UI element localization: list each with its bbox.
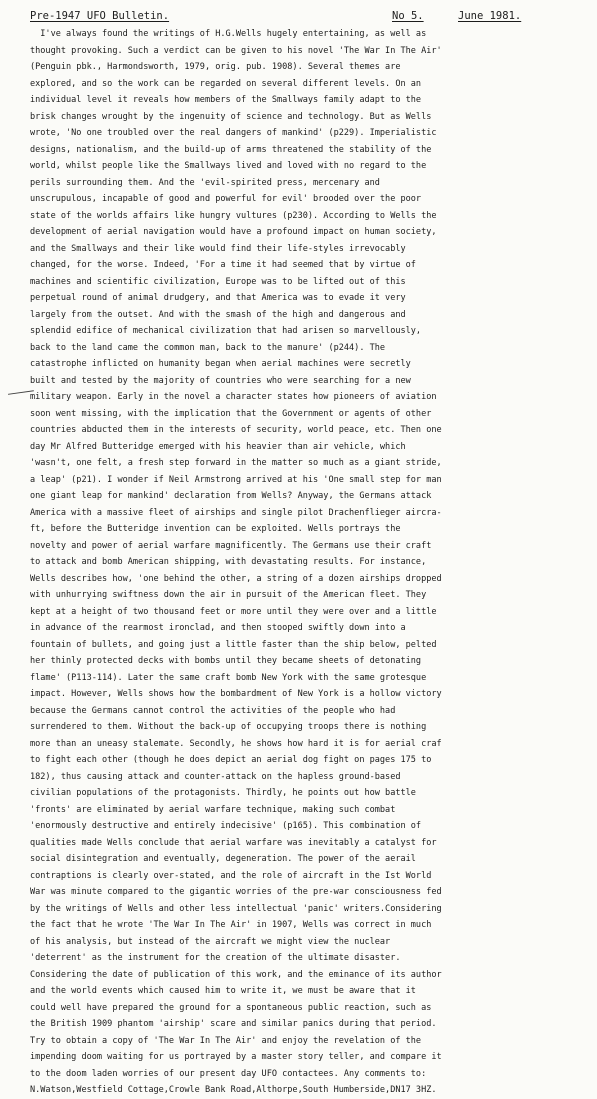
text-line: to fight each other (though he does depict an aerial dog fight on pages 175 to	[30, 755, 432, 765]
text-line: kept at a height of two thousand feet or more until they were over and a little	[30, 606, 437, 617]
text-line: unscrupulous, incapable of good and powerful for evil' brooded over the poor	[30, 194, 422, 204]
text-line: 'wasn't, one felt, a fresh step forward in the matter so much as a giant stride,	[30, 458, 442, 468]
text-line: built and tested by the majority of countries who were searching for a new	[30, 375, 411, 386]
text-line: fountain of bullets, and going just a little faster than the ship below, pelted	[30, 639, 437, 650]
text-line: the fact that he wrote 'The War In The Air' in 1907, Wells was correct in much	[30, 920, 432, 930]
text-line: state of the worlds affairs like hungry vultures (p230). According to Wells the	[30, 210, 437, 221]
text-line: (Penguin pbk., Harmondsworth, 1979, orig. pub. 1908). Several themes are	[30, 62, 401, 72]
text-line: Considering the date of publication of this work, and the eminance of its author	[30, 969, 442, 980]
text-line: impending doom waiting for us portrayed by a master story teller, and compare it	[30, 1052, 442, 1062]
text-line: contraptions is clearly over-stated, and the role of aircraft in the Ist World	[30, 870, 432, 881]
text-line: 'fronts' are eliminated by aerial warfare technique, making such combat	[30, 804, 396, 815]
text-line: novelty and power of aerial warfare magnificently. The Germans use their craft	[30, 540, 432, 551]
text-line: designs, nationalism, and the build-up of arms threatened the stability of the	[30, 144, 432, 155]
text-line: wrote, 'No one troubled over the real dangers of mankind' (p229). Imperialistic	[30, 128, 437, 138]
text-line: by the writings of Wells and other less intellectual 'panic' writers.Considering	[30, 903, 442, 914]
text-line: and the world events which caused him to write it, we must be aware that it	[30, 986, 416, 996]
text-line: flame' (P113-114). Later the same craft bomb New York with the same grotesque	[30, 672, 427, 683]
text-line: War was minute compared to the gigantic worries of the pre-war consciousness fed	[30, 887, 442, 897]
text-line: Try to obtain a copy of 'The War In The Air' and enjoy the revelation of the	[30, 1035, 422, 1046]
text-line: to the doom laden worries of our present day UFO contactees. Any comments to:	[30, 1068, 427, 1079]
text-line: perils surrounding them. And the 'evil-spirited press, mercenary and	[30, 177, 380, 188]
text-line: more than an uneasy stalemate. Secondly, he shows how hard it is for aerial craf	[30, 738, 442, 749]
text-line: in advance of the rearmost ironclad, and then stooped swiftly down into a	[30, 623, 406, 633]
text-line: explored, and so the work can be regarded on several different levels. On an	[30, 78, 422, 89]
text-line: largely from the outset. And with the smash of the high and dangerous and	[30, 309, 406, 320]
text-line: qualities made Wells conclude that aerial warfare was inevitably a catalyst for	[30, 837, 437, 848]
text-line: impact. However, Wells shows how the bombardment of New York is a hollow victory	[30, 689, 442, 699]
text-line: 'enormously destructive and entirely indecisive' (p165). This combination of	[30, 821, 422, 831]
issue-number: No 5.	[392, 10, 424, 22]
text-line: machines and scientific civilization, Europe was to be lifted out of this	[30, 276, 406, 287]
text-line: N.Watson,Westfield Cottage,Crowle Bank Road,Althorpe,South Humberside,DN17 3HZ.	[30, 1085, 437, 1095]
article-body	[30, 26, 597, 1099]
text-line: soon went missing, with the implication that the Government or agents of other	[30, 408, 432, 419]
text-line: I've always found the writings of H.G.Wells hugely entertaining, as well as	[30, 29, 427, 39]
text-line: military weapon. Early in the novel a character states how pioneers of aviation	[30, 392, 437, 402]
text-line: and the Smallways and their like would find their life-styles irrevocably	[30, 243, 406, 254]
text-line: catastrophe inflicted on humanity began when aerial machines were secretly	[30, 359, 411, 369]
text-line: back to the land came the common man, back to the manure' (p244). The	[30, 342, 386, 353]
text-line: of his analysis, but instead of the aircraft we might view the nuclear	[30, 936, 391, 947]
text-line: her thinly protected decks with bombs until they became sheets of detonating	[30, 656, 422, 666]
issue-date: June 1981.	[458, 10, 522, 22]
text-line: perpetual round of animal drudgery, and that America was to evade it very	[30, 293, 406, 303]
text-line: development of aerial navigation would have a profound impact on human society,	[30, 227, 437, 237]
text-line: one giant leap for mankind' declaration from Wells? Anyway, the Germans attack	[30, 491, 432, 501]
bulletin-title: Pre-1947 UFO Bulletin.	[30, 10, 170, 22]
text-line: to attack and bomb American shipping, with devastating results. For instance,	[30, 557, 427, 567]
text-line: individual level it reveals how members of the Smallways family adapt to the	[30, 95, 422, 105]
text-line: with unhurrying swiftness down the air in pursuit of the American fleet. They	[30, 590, 427, 600]
text-line: because the Germans cannot control the activities of the people who had	[30, 705, 396, 716]
text-line: day Mr Alfred Butteridge emerged with his heavier than air vehicle, which	[30, 441, 406, 452]
text-line: 'deterrent' as the instrument for the creation of the ultimate disaster.	[30, 953, 401, 963]
text-line: ft, before the Butteridge invention can be exploited. Wells portrays the	[30, 524, 401, 534]
text-line: brisk changes wrought by the ingenuity of science and technology. But as Wells	[30, 111, 432, 122]
text-line: surrendered to them. Without the back-up of occupying troops there is nothing	[30, 722, 427, 732]
text-line: splendid edifice of mechanical civilization that had arisen so marvellously,	[30, 326, 422, 336]
text-line: world, whilst people like the Smallways lived and loved with no regard to the	[30, 161, 427, 171]
text-line: the British 1909 phantom 'airship' scare and similar panics during that period.	[30, 1019, 437, 1029]
text-line: changed, for the worse. Indeed, 'For a time it had seemed that by virtue of	[30, 260, 416, 270]
text-line: Wells describes how, 'one behind the other, a string of a dozen airships dropped	[30, 573, 442, 584]
text-line: social disintegration and eventually, degeneration. The power of the aerail	[30, 854, 416, 864]
text-line: could well have prepared the ground for a spontaneous public reaction, such as	[30, 1002, 432, 1013]
text-line: America with a massive fleet of airships and single pilot Drachenflieger aircra-	[30, 507, 442, 518]
text-line: thought provoking. Such a verdict can be given to his novel 'The War In The Air'	[30, 45, 442, 56]
text-line: civilian populations of the protagonists. Thirdly, he points out how battle	[30, 788, 416, 798]
text-line: 182), thus causing attack and counter-attack on the hapless ground-based	[30, 771, 401, 782]
text-line: countries abducted them in the interests of security, world peace, etc. Then one	[30, 425, 442, 435]
text-line: a leap' (p21). I wonder if Neil Armstrong arrived at his 'One small step for man	[30, 474, 442, 485]
